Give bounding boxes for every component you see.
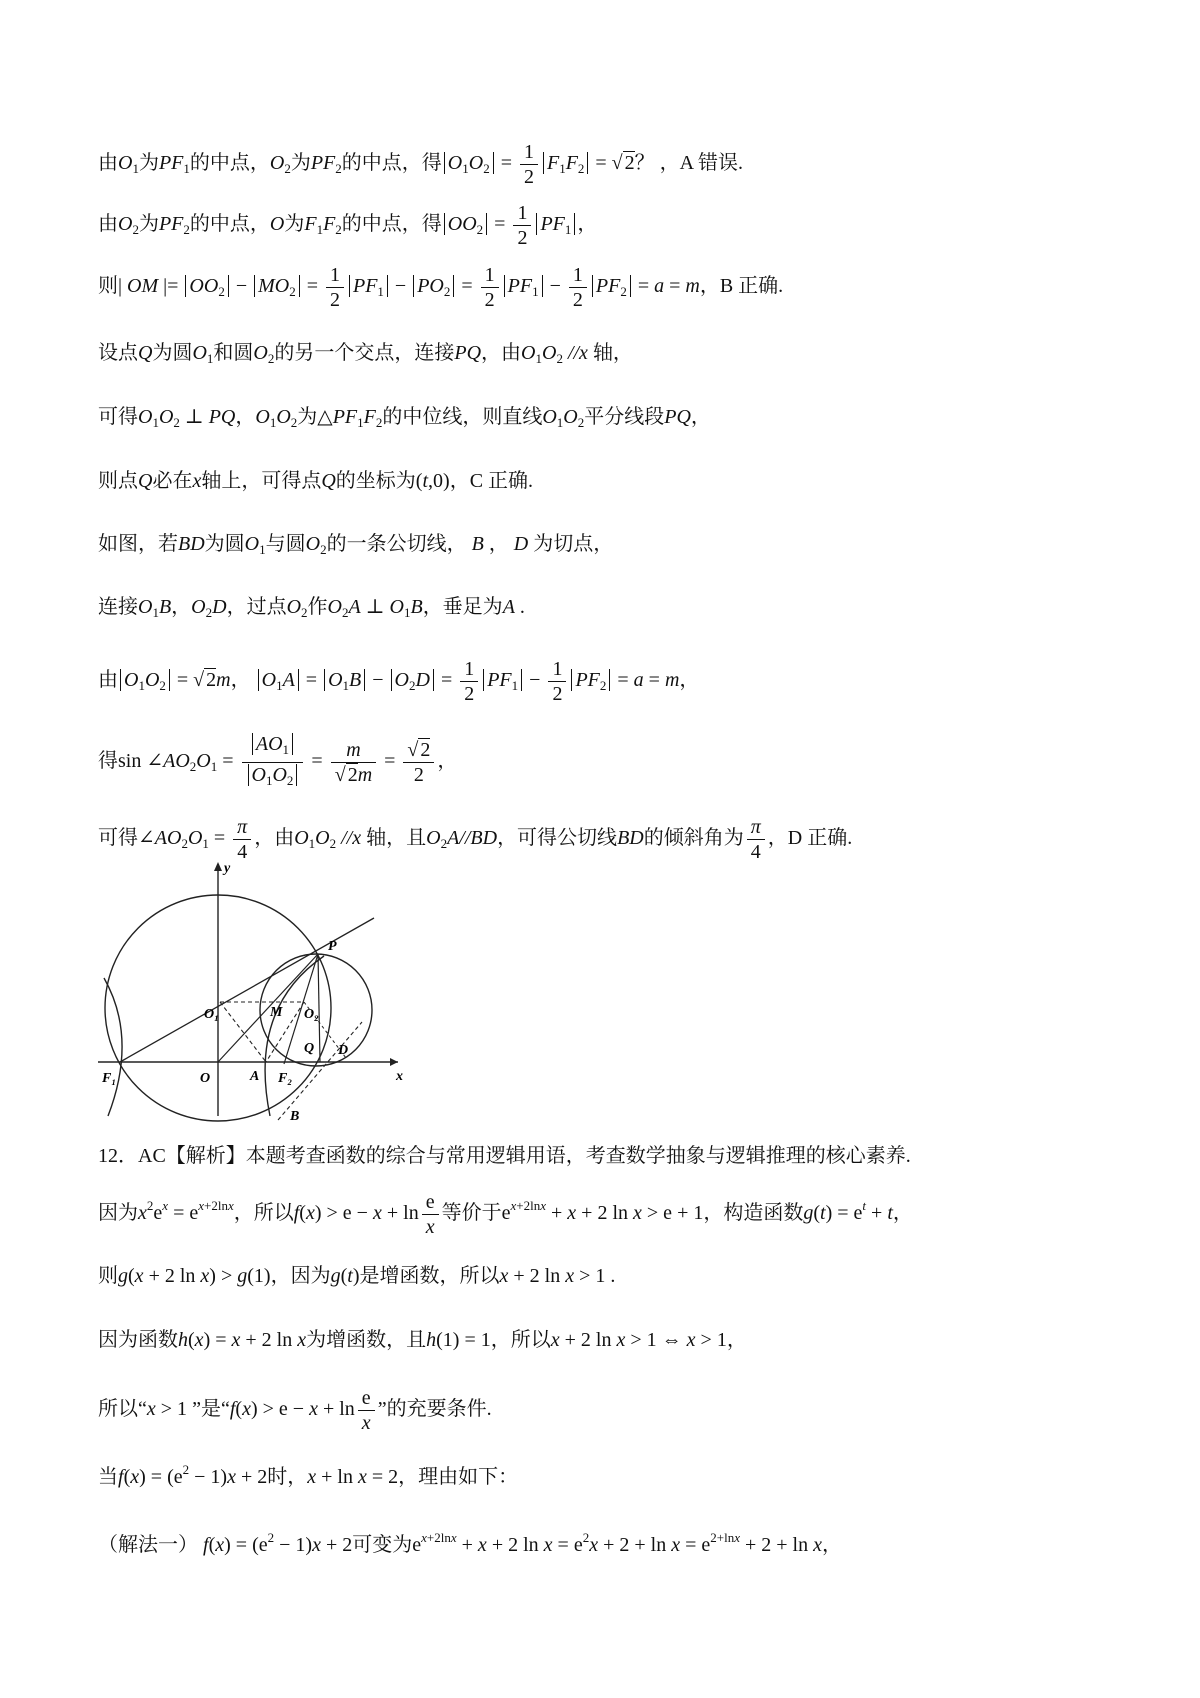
- line-3: 则| OM |= $OO_2 - MO_2$ = $\frac{1}{2}$ $PF_1 - PO_2$ = $\frac{1}{2}$ $PF_1$ − $\frac{1}{2}$ $PF_2 = a = m$，B 正确.: [98, 264, 784, 311]
- label-D: D: [338, 1043, 349, 1058]
- label-O: O: [200, 1071, 211, 1086]
- line-1: 由$O_1$为$PF_1$的中点，$O_2$为$PF_2$的中点，得 $O_1O_2$ = $\frac{1}{2}$ $F_1F_2$ = √ 2？ ，A 错误.: [98, 141, 744, 188]
- line-15: 所以“x > 1 ”是“f(x) > e − x + ln $\frac{e}{x}$ ”的充要条件.: [98, 1387, 492, 1434]
- line-14: 因为函数h(x) = x + 2 ln x为增函数，且h(1) = 1，所以x + 2 ln x > 1 ⇔ x > 1，: [98, 1329, 747, 1351]
- geometry-figure: [98, 858, 408, 1128]
- label-O2: O₂: [304, 1007, 319, 1022]
- label-F2: F₂: [278, 1071, 293, 1086]
- line-7: 如图，若BD为圆$O_1$与圆$O_2$的一条公切线， B ， D 为切点，: [98, 533, 614, 557]
- line-16: 当$f(x) = (e^2 - 1)x + 2$时，x + ln x = 2，理由如下：: [98, 1462, 519, 1488]
- label-B: B: [290, 1109, 300, 1124]
- label-x: x: [396, 1069, 403, 1084]
- label-P: P: [328, 939, 337, 954]
- label-O1: O₁: [204, 1007, 219, 1022]
- line-2: 由$O_2$为$PF_2$的中点，O为$F_1F_2$的中点，得 $OO_2$ = $\frac{1}{2}$ $PF_1$ ，: [98, 202, 598, 249]
- line-12: 因为$x^2e^x = e^{x+2lnx}$，所以f(x) > e − x + ln $\frac{e}{x}$ 等价于$e^{x+2lnx} + x + 2$ ln x > e + 1，构造函数$g(t) = e^t + t$，: [98, 1191, 913, 1238]
- line-11: 可得$\angle AO_2O_1$ = $\frac{\pi}{4}$ ，由$O_1O_2$ //x 轴，且$O_2A//BD$，可得公切线BD的倾斜角为 $\frac{\pi}{4}$ ，D 正确.: [98, 816, 853, 863]
- line-13: 则g(x + 2 ln x) > g(1)，因为g(t)是增函数，所以x + 2 ln x > 1 .: [98, 1265, 616, 1287]
- label-y: y: [224, 861, 231, 876]
- line-6: 则点Q必在x轴上，可得点Q的坐标为(t,0)，C 正确.: [98, 470, 534, 492]
- q12-header: 12．AC【解析】本题考查函数的综合与常用逻辑用语，考查数学抽象与逻辑推理的核心素养.: [98, 1145, 911, 1167]
- label-Q: Q: [304, 1041, 315, 1056]
- line-9: 由 $O_1O_2$ = √ 2m， $O_1A = O_1B - O_2D$ = $\frac{1}{2}$ $PF_1$ − $\frac{1}{2}$ $PF_2 = a = m$，: [98, 658, 700, 705]
- label-F1: F₁: [102, 1071, 117, 1086]
- line-10: 得$\sin \angle AO_2O_1$ = $\frac{AO_1}{O_1O_2}$ = $\frac{m}{√ 2m}$ = $\frac{√ 2}{2}$ ，: [98, 733, 458, 788]
- line-8: 连接$O_1B$，$O_2D$，过点$O_2$作$O_2A$ ⊥ $O_1B$，垂足为A .: [98, 596, 525, 620]
- line-5: 可得$O_1O_2$ ⊥ PQ，$O_1O_2$为$\triangle PF_1F_2$的中位线，则直线$O_1O_2$平分线段PQ，: [98, 406, 711, 430]
- line-4: 设点Q为圆$O_1$和圆$O_2$的另一个交点，连接PQ，由$O_1O_2$ //x 轴，: [98, 342, 633, 366]
- line-17: （解法一） $f(x) = (e^2 - 1)x + 2$可变为$e^{x+2lnx} + x + 2$ $\ln x = e^2x + 2 + \ln x = e^{2+lnx} + 2 + \ln x$，: [98, 1530, 843, 1556]
- label-M: M: [270, 1005, 283, 1020]
- label-A: A: [250, 1069, 260, 1084]
